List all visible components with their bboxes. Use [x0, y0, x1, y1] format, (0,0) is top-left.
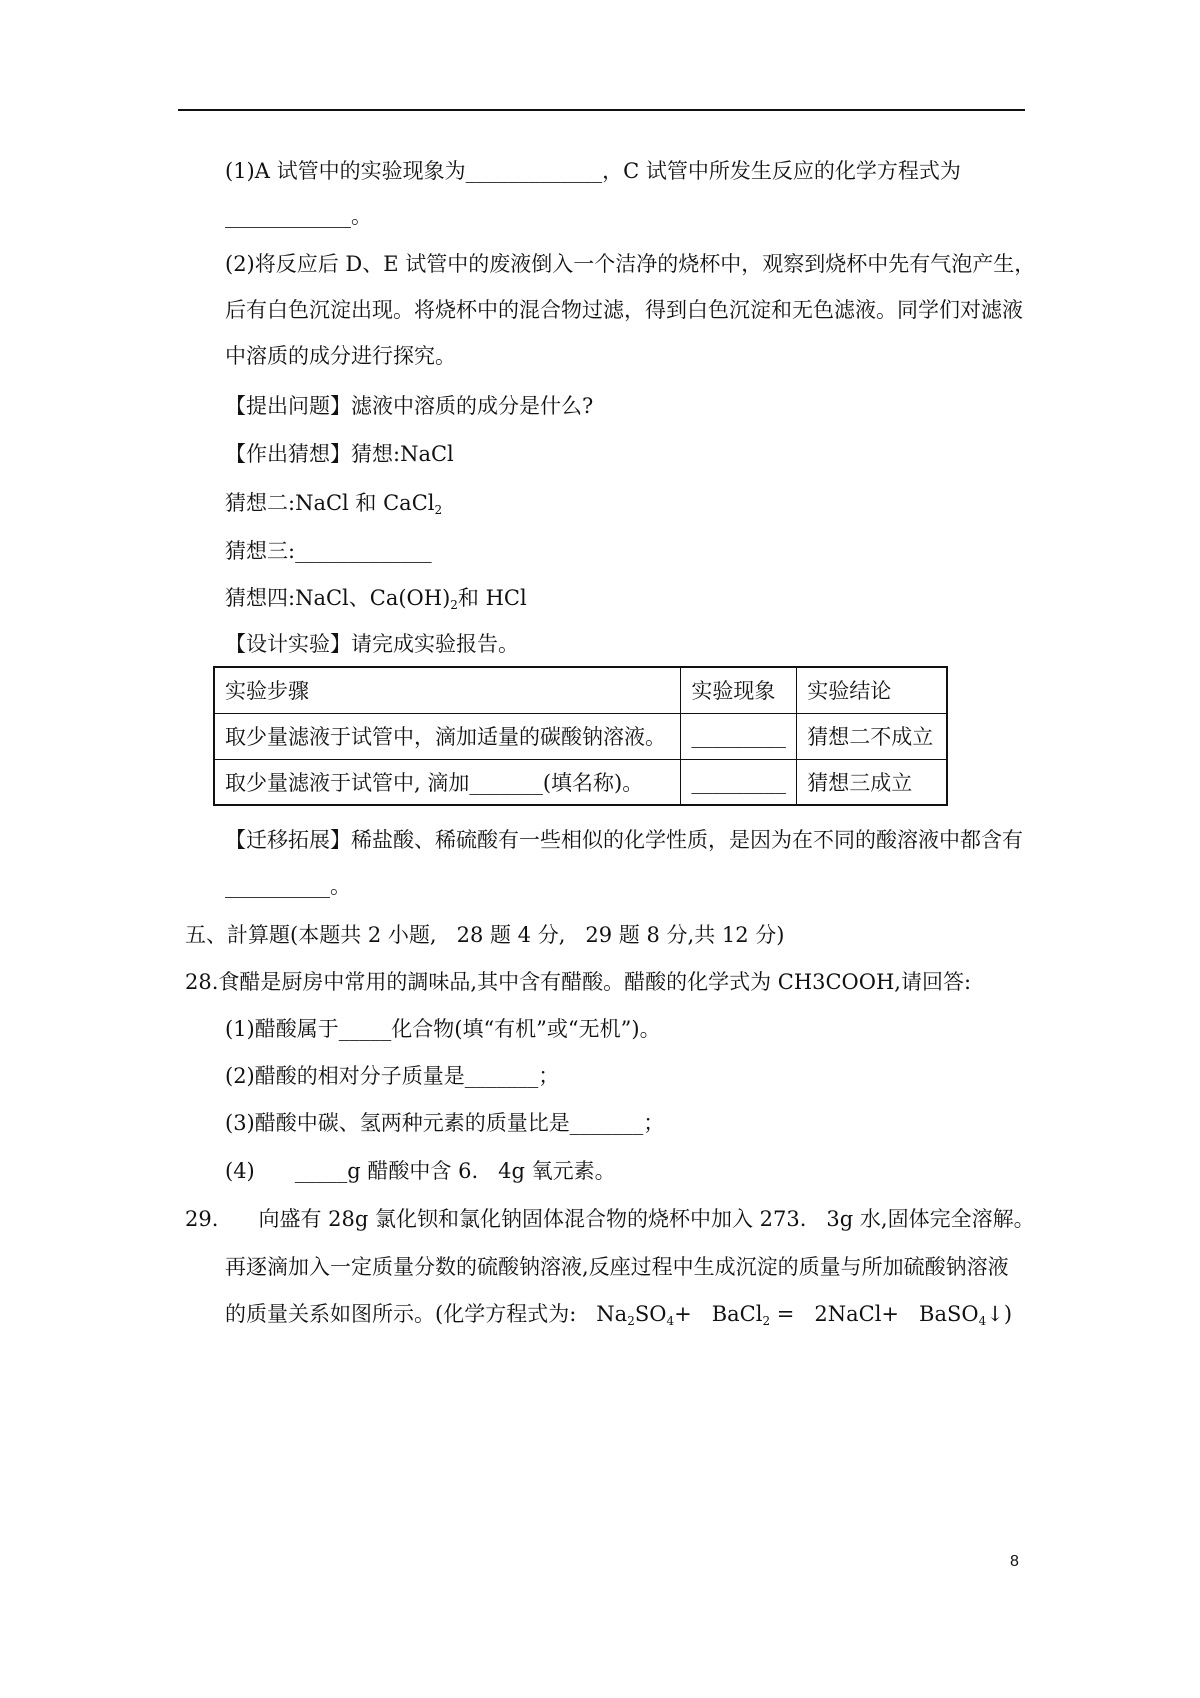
subscript: 2	[434, 503, 443, 517]
table-cell: 猜想三成立	[797, 759, 947, 805]
table-header-cell: 实验结论	[797, 667, 947, 713]
hypothesis-2	[225, 489, 442, 524]
q-part1-line1: (1)A 试管中的实验现象为_____________，C 试管中所发生反应的化学方程式为	[225, 159, 961, 183]
extension-line1: 【迁移拓展】稀盐酸、稀硫酸有一些相似的化学性质，是因为在不同的酸溶液中都含有	[225, 828, 1023, 852]
ask-question: 【提出问题】滤液中溶质的成分是什么?	[225, 394, 594, 418]
q29-line3-text: 的质量关系如图所示。(化学方程式为: Na	[225, 1302, 628, 1326]
hypothesis-4-text: 猜想四:NaCl、Ca(OH)	[225, 586, 451, 610]
extension-line2: __________。	[225, 874, 351, 898]
table-cell-blank: _________	[681, 713, 797, 759]
q28-stem: 28.食醋是厨房中常用的調味品,其中含有醋酸。醋酸的化学式为 CH3COOH,请回答:	[185, 970, 972, 994]
hypothesis-1: 【作出猜想】猜想:NaCl	[225, 442, 454, 466]
table-header-cell: 实验现象	[681, 667, 797, 713]
subscript: 2	[762, 1314, 771, 1328]
formula-part: = 2NaCl+ BaSO	[770, 1302, 979, 1326]
hypothesis-2-text: 猜想二:NaCl 和 CaCl	[225, 491, 435, 515]
subscript: 2	[627, 1314, 635, 1328]
table-row	[214, 713, 947, 759]
table-cell-blank: _________	[681, 759, 797, 805]
subscript: 4	[978, 1314, 987, 1328]
design-experiment: 【设计实验】请完成实验报告。	[225, 632, 519, 656]
table-cell: 猜想二不成立	[797, 713, 947, 759]
table-row	[214, 759, 947, 805]
experiment-report-table	[213, 666, 948, 806]
q28-part1: (1)醋酸属于_____化合物(填“有机”或“无机”)。	[225, 1017, 661, 1041]
hypothesis-4-suffix: 和 HCl	[457, 586, 527, 610]
table-header-cell: 实验步骤	[214, 667, 681, 713]
hypothesis-4	[225, 584, 527, 619]
hypothesis-3: 猜想三:_____________	[225, 539, 432, 563]
table-cell: 取少量滤液于试管中，滴加适量的碳酸钠溶液。	[214, 713, 681, 759]
subscript: 2	[450, 598, 458, 612]
header-rule	[178, 109, 1025, 111]
q29-line3	[225, 1300, 1012, 1335]
q28-part2: (2)醋酸的相对分子质量是_______；	[225, 1064, 560, 1088]
q28-part4: (4) _____g 醋酸中含 6. 4g 氧元素。	[225, 1159, 616, 1183]
formula-part: ↓)	[986, 1302, 1013, 1326]
table-header-row	[214, 667, 947, 713]
q28-part3: (3)醋酸中碳、氢两种元素的质量比是_______；	[225, 1111, 665, 1135]
subscript: 4	[666, 1314, 675, 1328]
q-part1-line2: ____________。	[225, 204, 372, 228]
section-5-title: 五、計算題(本题共 2 小题, 28 题 4 分, 29 题 8 分,共 12 分)	[185, 923, 785, 947]
q29-line2: 再逐滴加入一定质量分数的硫酸钠溶液,反座过程中生成沉淀的质量与所加硫酸钠溶液	[225, 1255, 1009, 1279]
formula-part: SO	[634, 1302, 667, 1326]
q29-line1: 29. 向盛有 28g 氯化钡和氯化钠固体混合物的烧杯中加入 273. 3g 水,固体完全溶解。	[185, 1207, 1035, 1231]
table-cell: 取少量滤液于试管中, 滴加_______(填名称)。	[214, 759, 681, 805]
q-part2-line3: 中溶质的成分进行探究。	[225, 344, 456, 368]
page-number: 8	[1010, 1553, 1019, 1570]
q-part2-line2: 后有白色沉淀出现。将烧杯中的混合物过滤，得到白色沉淀和无色滤液。同学们对滤液	[225, 298, 1023, 322]
formula-part: + BaCl	[674, 1302, 763, 1326]
q-part2-line1: (2)将反应后 D、E 试管中的废液倒入一个洁净的烧杯中，观察到烧杯中先有气泡产生，	[225, 252, 1036, 276]
